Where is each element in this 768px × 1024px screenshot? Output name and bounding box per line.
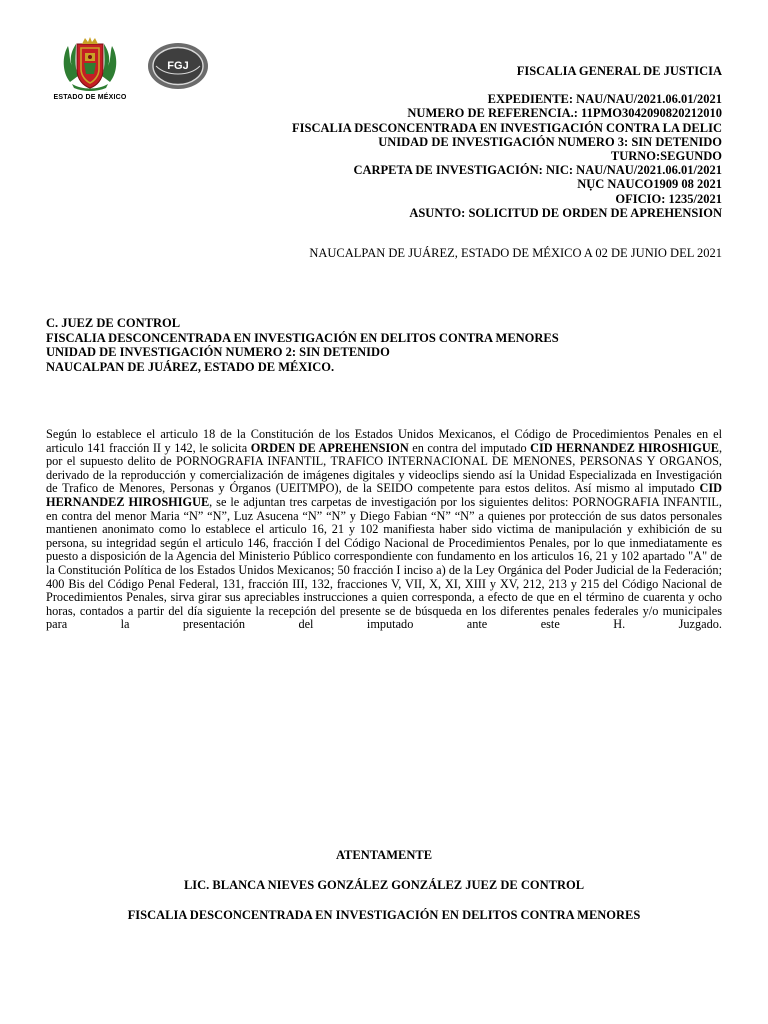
oficio-number: OFICIO: 1235/2021 — [615, 191, 722, 206]
body-text-4: , se le adjuntan tres carpetas de investigación por los siguientes delitos: PORNOGRAFIA INFANTIL, en contra del menor Maria “N” “N”, Luz Asucena “N” “N” y Diego Fabian “N” “N” a quienes por protección de sus datos personales mantienen anonimato como lo establece el articulo 16, 21 y 102 manifiesta haber sido victima de manipulación y exhibición de su persona, su integridad según el articulo 146, fracción I del Código Nacional de Procedimientos Penales, por lo que inmediatamente es puesto a disposición de la Agencia del Ministerio Público correspondiente con fundamento en los articulos 16, 21 y 102 apartado "A" de la Constitución Política de los Estados Unidos Mexicanos; 50 fracción I inciso a) de la Ley Orgánica del Poder Judicial de la Federación; 400 Bis del Código Penal Federal, 131, fracción III, 132, fracciones V, VII, X, XI, XIII y XV, 212, 213 y 215 del Código Nacional de Procedimientos Penales, sirva girar sus apreciables instrucciones a quien corresponda, a efecto de que en el término de cuarenta y ocho horas, contados a partir del día siguiente la recepción del presente se de búsqueda en los diferentes penales federales y/o municipales para la presentación del imputado ante este H. Juzgado. — [46, 494, 722, 632]
institution-name: FISCALIA GENERAL DE JUSTICIA — [516, 64, 722, 78]
body-text-3: , por el supuesto delito de PORNOGRAFIA INFANTIL, TRAFICO INTERNACIONAL DE MENONES, PERSONAS Y ORGANOS, derivado de la reproducción y comercialización de imágenes digitales y videoclips siendo así la Unidad Especializada en Investigación de Trafico de Menores, Personas y Órganos (UEITMPO), de la SEIDO competente para estos delitos. Así mismo al imputado — [46, 440, 723, 496]
closing: ATENTAMENTE — [335, 848, 433, 862]
signer-name: LIC. BLANCA NIEVES GONZÁLEZ GONZÁLEZ JUEZ DE CONTROL — [183, 878, 585, 892]
place-and-date: NAUCALPAN DE JUÁREZ, ESTADO DE MÉXICO A 02 DE JUNIO DEL 2021 — [309, 246, 722, 260]
recipient-location: NAUCALPAN DE JUÁREZ, ESTADO DE MÉXICO. — [46, 359, 335, 374]
recipient-unit: UNIDAD DE INVESTIGACIÓN NUMERO 2: SIN DETENIDO — [46, 345, 390, 359]
edomex-seal-icon — [60, 36, 120, 92]
shift: TURNO:SEGUNDO — [610, 149, 722, 164]
document-header — [162, 64, 722, 220]
body-paragraph — [46, 428, 722, 632]
signature-block — [46, 848, 722, 923]
estado-de-mexico-logo — [40, 36, 140, 106]
fiscalia-name: FISCALIA DESCONCENTRADA EN INVESTIGACIÓN CONTRA LA DELIC — [292, 120, 722, 135]
fgj-logo-text: FGJ — [167, 60, 189, 72]
investigation-folder: CARPETA DE INVESTIGACIÓN: NIC: NAU/NAU/2021.06.01/2021 — [353, 163, 722, 178]
edomex-caption: ESTADO DE MÉXICO — [53, 94, 127, 101]
investigation-unit: UNIDAD DE INVESTIGACIÓN NUMERO 3: SIN DETENIDO — [378, 134, 722, 149]
subject: ASUNTO: SOLICITUD DE ORDEN DE APREHENSION — [409, 205, 722, 220]
body-text-1: Según lo establece el articulo 18 de la Constitución de los Estados Unidos Mexicanos, el Código de Procedimientos Penales en el articulo 141 fracción II y 142, le solicita — [46, 427, 722, 455]
body-bold-order: ORDEN DE APREHENSION — [250, 440, 409, 455]
expediente: EXPEDIENTE: NAU/NAU/2021.06.01/2021 — [487, 92, 722, 107]
body-bold-name-2: CID HERNANDEZ HIROSHIGUE — [46, 481, 722, 509]
body-text-2: en contra del imputado — [408, 440, 531, 455]
recipient-office: FISCALIA DESCONCENTRADA EN INVESTIGACIÓN EN DELITOS CONTRA MENORES — [46, 330, 559, 345]
body-bold-name-1: CID HERNANDEZ HIROSHIGUE — [530, 440, 719, 455]
reference-number: NUMERO DE REFERENCIA.: 11PMO3042090820212010 — [407, 106, 722, 121]
signer-office: FISCALIA DESCONCENTRADA EN INVESTIGACIÓN EN DELITOS CONTRA MENORES — [127, 908, 641, 922]
recipient-title: C. JUEZ DE CONTROL — [46, 316, 181, 330]
nuc-number: NỤC NAUCO1909 08 2021 — [577, 177, 722, 192]
recipient-block — [46, 316, 726, 374]
